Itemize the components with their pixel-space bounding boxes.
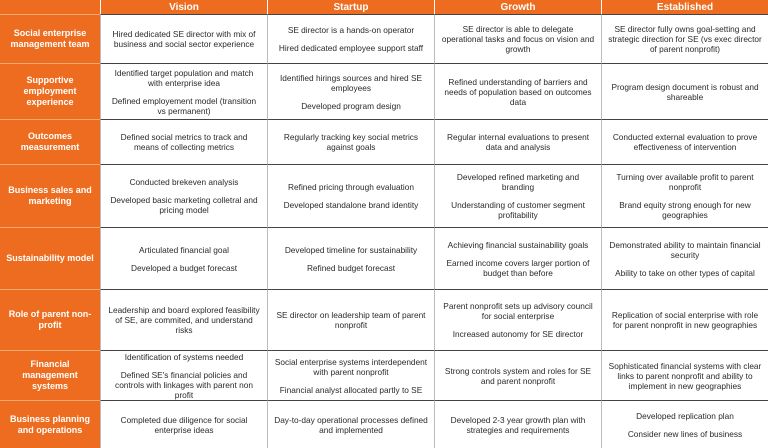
table-cell bbox=[601, 164, 768, 227]
row-header: Outcomes measurement bbox=[0, 119, 100, 164]
cell-text: Consider new lines of business bbox=[627, 428, 743, 439]
row-header: Business sales and marketing bbox=[0, 164, 100, 227]
cell-text: Defined SE's financial policies and controls with linkages with parent non profit bbox=[115, 369, 253, 400]
cell-text: Defined social metrics to track and means of collecting metrics bbox=[120, 132, 248, 152]
table-cell bbox=[434, 289, 601, 350]
row-header: Business planning and operations bbox=[0, 400, 100, 448]
cell-text: Earned income covers larger portion of budget than before bbox=[446, 257, 590, 278]
table-cell bbox=[100, 227, 267, 289]
table-cell bbox=[100, 289, 267, 350]
table-cell bbox=[434, 164, 601, 227]
cell-text: Developed basic marketing colletral and pricing model bbox=[110, 195, 258, 215]
cell-text: Social enterprise systems interdependent with parent nonprofit bbox=[274, 356, 428, 377]
cell-text: Developed a budget forecast bbox=[130, 262, 238, 273]
header-corner bbox=[0, 0, 100, 14]
table-cell bbox=[100, 119, 267, 164]
table-cell bbox=[434, 14, 601, 63]
table-cell bbox=[601, 350, 768, 400]
cell-text: Articulated financial goal bbox=[139, 244, 229, 255]
table-cell bbox=[267, 63, 434, 119]
table-cell bbox=[267, 227, 434, 289]
cell-text: Demonstrated ability to maintain financial security bbox=[609, 239, 761, 260]
row-header: Supportive employment experience bbox=[0, 63, 100, 119]
column-header-established: Established bbox=[601, 0, 768, 14]
table-cell bbox=[100, 350, 267, 400]
cell-text: Ability to take on other types of capital bbox=[615, 267, 755, 278]
table-cell bbox=[434, 400, 601, 448]
table-cell bbox=[100, 14, 267, 63]
cell-text: SE director on leadership team of parent nonprofit bbox=[276, 310, 426, 330]
table-cell bbox=[601, 14, 768, 63]
cell-text: Replication of social enterprise with role for parent nonprofit in new geographies bbox=[611, 310, 759, 330]
cell-text: Identification of systems needed bbox=[124, 351, 244, 362]
table-cell bbox=[267, 14, 434, 63]
cell-text: Identified hirings sources and hired SE employees bbox=[279, 72, 423, 93]
column-header-growth: Growth bbox=[434, 0, 601, 14]
row-header: Sustainability model bbox=[0, 227, 100, 289]
table-cell bbox=[601, 119, 768, 164]
column-header-startup: Startup bbox=[267, 0, 434, 14]
table-cell bbox=[434, 350, 601, 400]
cell-text: Refined understanding of barriers and needs of population based on outcomes data bbox=[444, 76, 592, 107]
cell-text: Achieving financial sustainability goals bbox=[447, 239, 589, 250]
table-cell bbox=[434, 227, 601, 289]
cell-text: Developed replication plan bbox=[636, 410, 734, 421]
table-cell bbox=[601, 227, 768, 289]
table-cell bbox=[267, 289, 434, 350]
cell-text: Refined pricing through evaluation bbox=[288, 182, 414, 192]
cell-text: Financial analyst allocated partly to SE bbox=[279, 384, 423, 395]
table-cell bbox=[100, 400, 267, 448]
cell-text: Refined budget forecast bbox=[306, 262, 396, 273]
row-header: Role of parent non-profit bbox=[0, 289, 100, 350]
cell-text: Parent nonprofit sets up advisory council for social enterprise bbox=[443, 301, 593, 321]
cell-text: Completed due diligence for social enterprise ideas bbox=[120, 414, 248, 435]
cell-text: Sophisticated financial systems with clear links to parent nonprofit and ability to implement in new geographies bbox=[608, 360, 762, 391]
cell-text: Regular internal evaluations to present data and analysis bbox=[446, 132, 590, 152]
cell-text: Strong controls system and roles for SE and parent nonprofit bbox=[444, 365, 592, 386]
table-cell bbox=[601, 400, 768, 448]
cell-text: SE director fully owns goal-setting and strategic direction for SE (vs exec director of parent nonprofit) bbox=[608, 24, 762, 54]
column-header-vision: Vision bbox=[100, 0, 267, 14]
cell-text: Developed 2-3 year growth plan with strategies and requirements bbox=[450, 414, 586, 435]
row-header: Social enterprise management team bbox=[0, 14, 100, 63]
table-cell bbox=[434, 63, 601, 119]
cell-text: Brand equity strong enough for new geographies bbox=[619, 200, 751, 220]
table-cell bbox=[434, 119, 601, 164]
cell-text: Leadership and board explored feasibility of SE, are commited, and understand risks bbox=[108, 305, 260, 335]
table-cell bbox=[100, 164, 267, 227]
cell-text: Turning over available profit to parent nonprofit bbox=[616, 172, 754, 192]
table-cell bbox=[100, 63, 267, 119]
cell-text: Program design document is robust and shareable bbox=[611, 81, 759, 102]
cell-text: Developed standalone brand identity bbox=[283, 200, 419, 210]
table-cell bbox=[601, 63, 768, 119]
cell-text: Hired dedicated SE director with mix of business and social sector experience bbox=[112, 29, 256, 49]
cell-text: Day-to-day operational processes defined and implemented bbox=[274, 414, 428, 435]
cell-text: Increased autonomy for SE director bbox=[452, 329, 584, 339]
cell-text: Conducted external evaluation to prove effectiveness of intervention bbox=[612, 132, 758, 152]
cell-text: Defined employement model (transition vs permanent) bbox=[111, 95, 257, 116]
cell-text: SE director is a hands-on operator bbox=[287, 25, 415, 35]
cell-text: Developed refined marketing and branding bbox=[456, 172, 580, 192]
table-cell bbox=[267, 119, 434, 164]
table-cell bbox=[267, 400, 434, 448]
cell-text: Understanding of customer segment profitability bbox=[451, 200, 585, 220]
row-header: Financial management systems bbox=[0, 350, 100, 400]
table-cell bbox=[267, 350, 434, 400]
cell-text: Conducted brekeven analysis bbox=[129, 177, 239, 187]
cell-text: Developed program design bbox=[301, 100, 401, 111]
cell-text: Regularly tracking key social metrics against goals bbox=[283, 132, 419, 152]
table-cell bbox=[601, 289, 768, 350]
cell-text: SE director is able to delegate operational tasks and focus on vision and growth bbox=[441, 24, 595, 54]
cell-text: Identified target population and match with enterprise idea bbox=[114, 67, 254, 88]
table-cell bbox=[267, 164, 434, 227]
cell-text: Hired dedicated employee support staff bbox=[278, 43, 424, 53]
cell-text: Developed timeline for sustainability bbox=[284, 244, 418, 255]
